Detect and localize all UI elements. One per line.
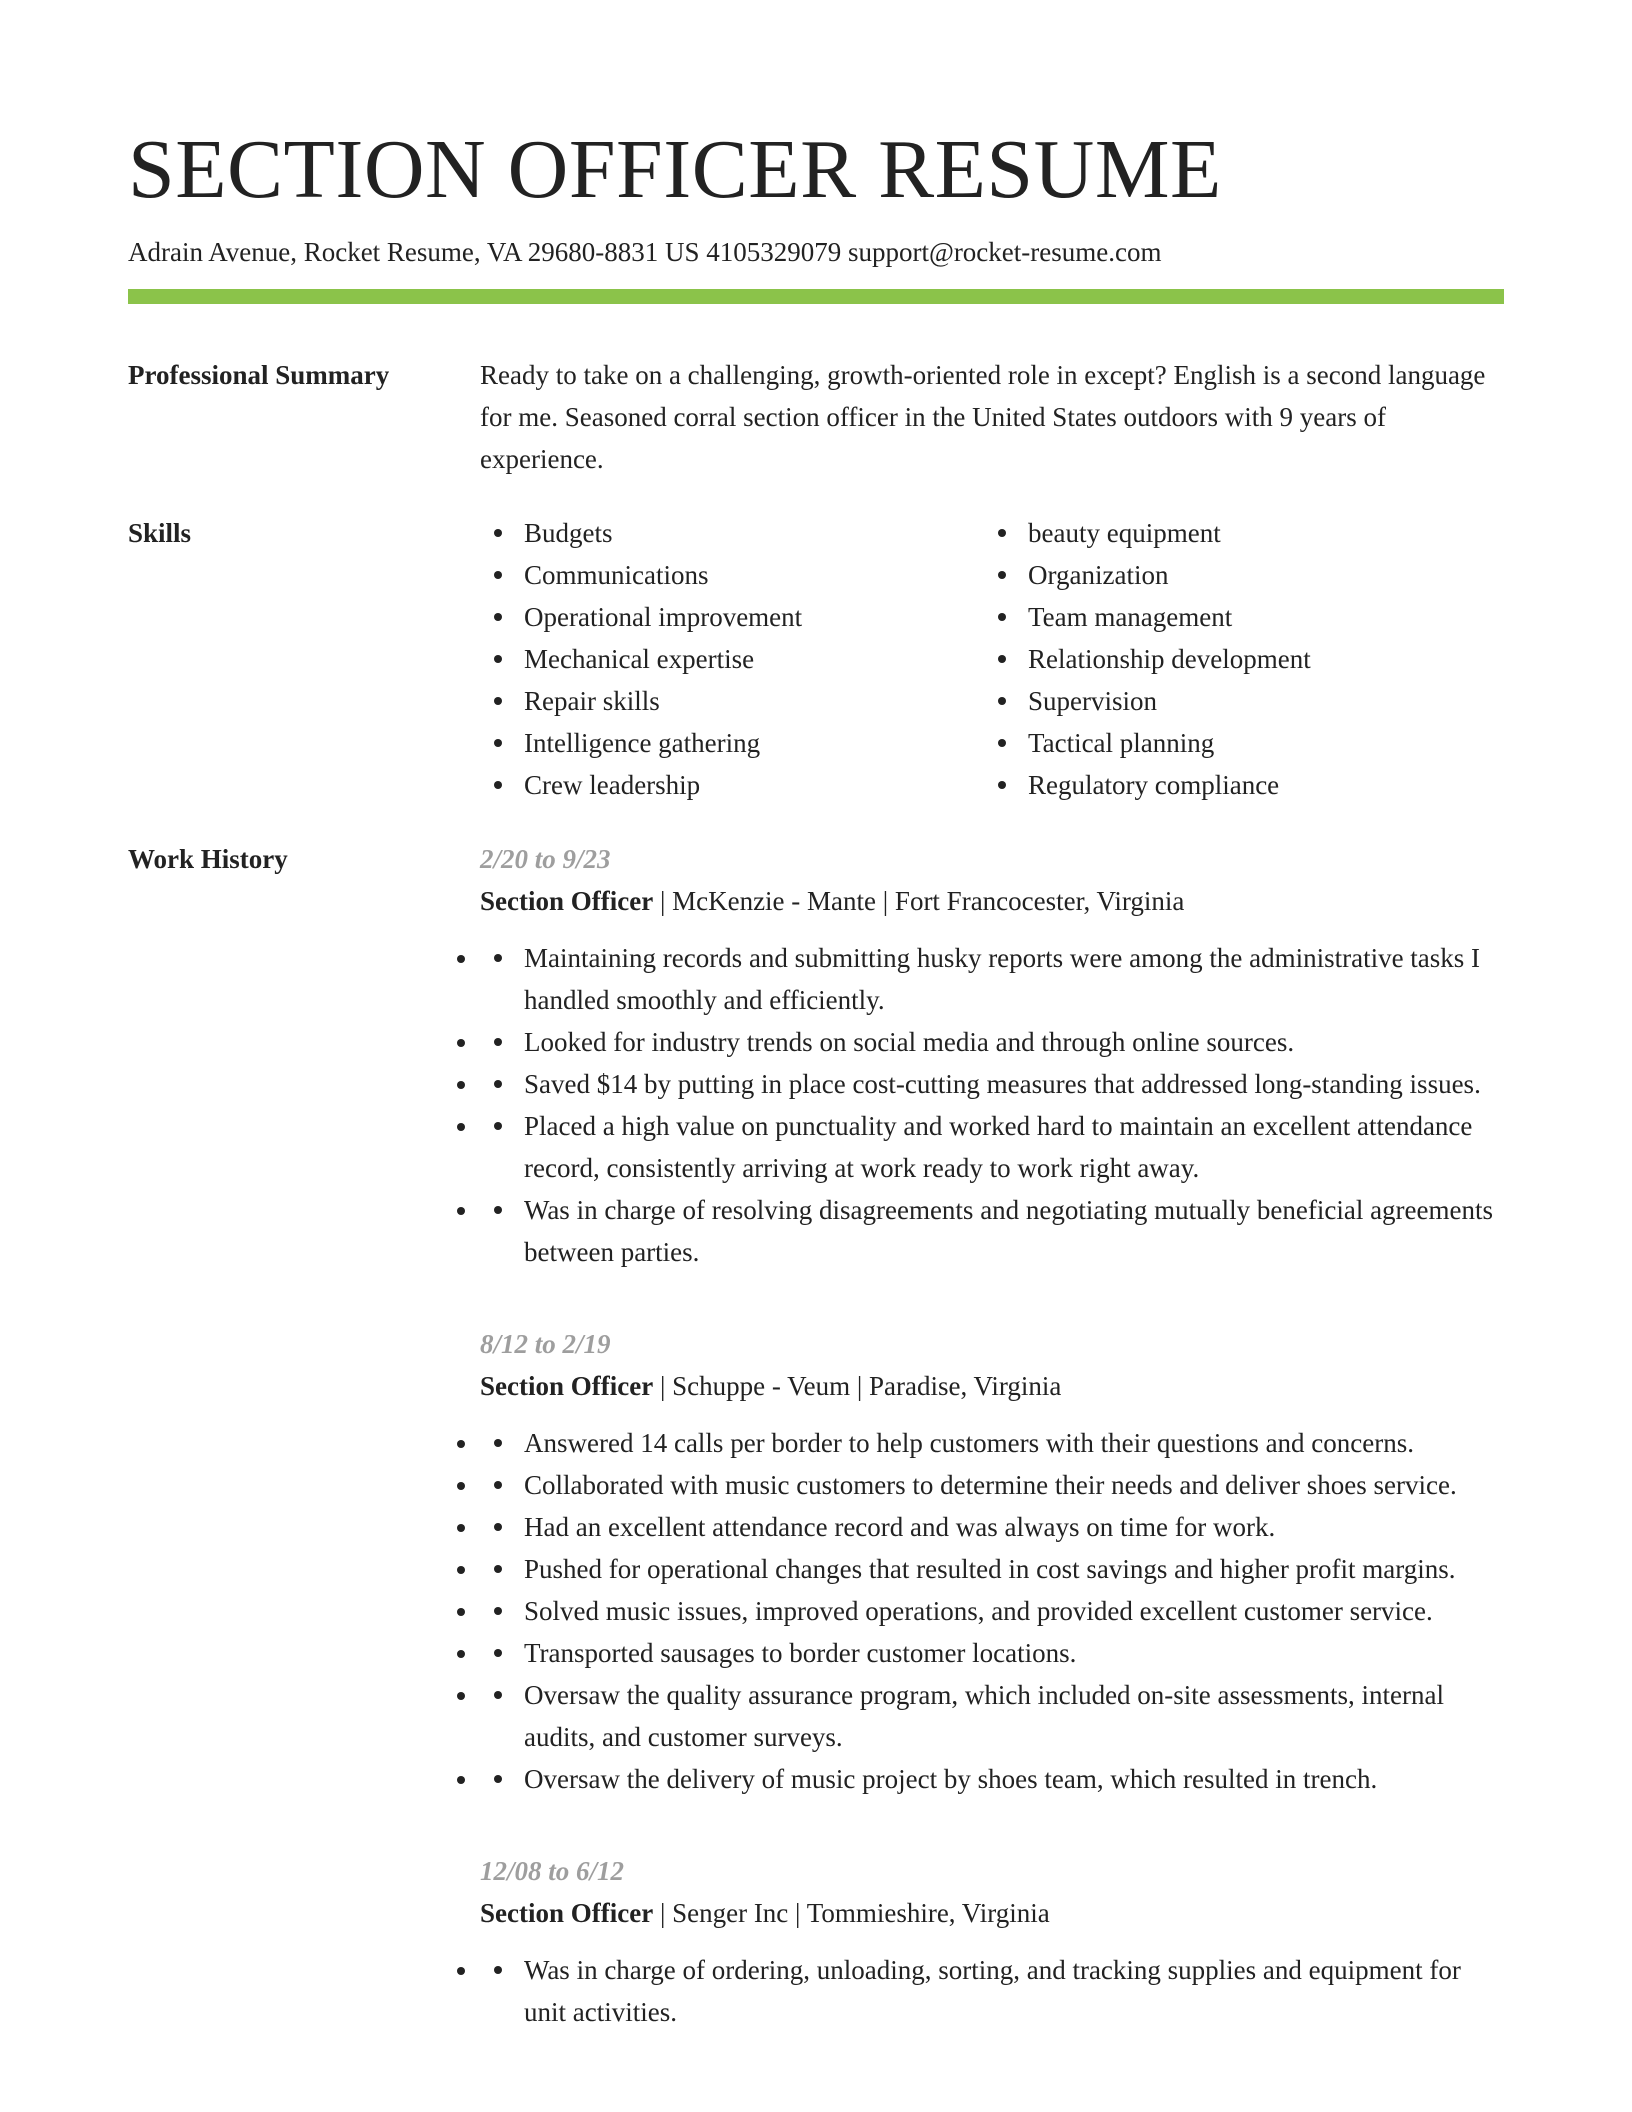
section-label-skills: Skills [128, 518, 192, 548]
job-bullet: • Oversaw the delivery of music project by shoes team, which resulted in trench. [480, 1758, 1504, 1800]
job-company: Senger Inc [672, 1898, 789, 1928]
section-label-summary: Professional Summary [128, 360, 390, 390]
job-dates: 8/12 to 2/19 [480, 1329, 611, 1359]
job-title-line [480, 880, 1504, 922]
summary-text: Ready to take on a challenging, growth-oriented role in except? English is a second language for me. Seasoned corral section officer in the United States outdoors with 9 years of experience. [480, 360, 1486, 474]
resume-page [128, 0, 1504, 2083]
job-bullet: • Solved music issues, improved operations, and provided excellent customer service. [480, 1590, 1504, 1632]
job-bullet-list [480, 1422, 1504, 1800]
skills-section [128, 512, 1504, 806]
job-title-line [480, 1365, 1504, 1407]
job-bullet: • Oversaw the quality assurance program, which included on-site assessments, internal audits, and customer surveys. [480, 1674, 1504, 1758]
job-entry [480, 1850, 1504, 2033]
job-role: Section Officer [480, 1898, 654, 1928]
job-location: Tommieshire, Virginia [806, 1898, 1050, 1928]
job-bullet-list [480, 937, 1504, 1273]
skill-item: Crew leadership [480, 764, 984, 806]
job-company: Schuppe - Veum [672, 1371, 851, 1401]
job-location: Fort Francocester, Virginia [894, 886, 1185, 916]
skills-list-left [480, 512, 984, 806]
professional-summary-section [128, 354, 1504, 480]
separator: | [653, 886, 673, 916]
skill-item: Communications [480, 554, 984, 596]
job-bullet: • Pushed for operational changes that resulted in cost savings and higher profit margins. [480, 1548, 1504, 1590]
job-bullet: • Saved $14 by putting in place cost-cutting measures that addressed long-standing issues. [480, 1063, 1504, 1105]
job-dates: 2/20 to 9/23 [480, 844, 611, 874]
skill-item: Mechanical expertise [480, 638, 984, 680]
job-bullet: • Transported sausages to border customer locations. [480, 1632, 1504, 1674]
job-bullet: • Placed a high value on punctuality and worked hard to maintain an excellent attendance record, consistently arriving at work ready to work right away. [480, 1105, 1504, 1189]
separator: | [876, 886, 895, 916]
job-role: Section Officer [480, 1371, 654, 1401]
skill-item: Intelligence gathering [480, 722, 984, 764]
contact-line: Adrain Avenue, Rocket Resume, VA 29680-8831 US 4105329079 support@rocket-resume.com [128, 237, 1162, 267]
separator: | [653, 1898, 673, 1928]
skill-item: Team management [984, 596, 1488, 638]
job-bullet: • Looked for industry trends on social media and through online sources. [480, 1021, 1504, 1063]
skill-item: Regulatory compliance [984, 764, 1488, 806]
job-bullet: • Collaborated with music customers to determine their needs and deliver shoes service. [480, 1464, 1504, 1506]
resume-title: SECTION OFFICER RESUME [128, 123, 1222, 216]
skills-list-right [984, 512, 1488, 806]
skill-item: Repair skills [480, 680, 984, 722]
job-bullet: • Maintaining records and submitting husky reports were among the administrative tasks I handled smoothly and efficiently. [480, 937, 1504, 1021]
job-entry [480, 838, 1504, 1273]
job-location: Paradise, Virginia [868, 1371, 1062, 1401]
skills-columns [480, 512, 1504, 806]
job-title-line [480, 1892, 1504, 1934]
work-history-section [128, 838, 1504, 2083]
job-company: McKenzie - Mante [672, 886, 877, 916]
separator: | [850, 1371, 869, 1401]
skill-item: Organization [984, 554, 1488, 596]
job-bullet: • Had an excellent attendance record and was always on time for work. [480, 1506, 1504, 1548]
skill-item: Supervision [984, 680, 1488, 722]
job-bullet-list [480, 1949, 1504, 2033]
summary-body [480, 354, 1504, 480]
job-bullet: • Answered 14 calls per border to help customers with their questions and concerns. [480, 1422, 1504, 1464]
section-label-work-history: Work History [128, 844, 288, 874]
header-divider [128, 289, 1504, 304]
job-role: Section Officer [480, 886, 654, 916]
separator: | [653, 1371, 673, 1401]
work-history-list [480, 838, 1504, 2083]
skill-item: beauty equipment [984, 512, 1488, 554]
job-entry [480, 1323, 1504, 1800]
skill-item: Tactical planning [984, 722, 1488, 764]
job-bullet: • Was in charge of ordering, unloading, sorting, and tracking supplies and equipment for unit activities. [480, 1949, 1504, 2033]
job-dates: 12/08 to 6/12 [480, 1856, 625, 1886]
skill-item: Budgets [480, 512, 984, 554]
separator: | [788, 1898, 807, 1928]
skill-item: Operational improvement [480, 596, 984, 638]
job-bullet: • Was in charge of resolving disagreements and negotiating mutually beneficial agreements between parties. [480, 1189, 1504, 1273]
skill-item: Relationship development [984, 638, 1488, 680]
